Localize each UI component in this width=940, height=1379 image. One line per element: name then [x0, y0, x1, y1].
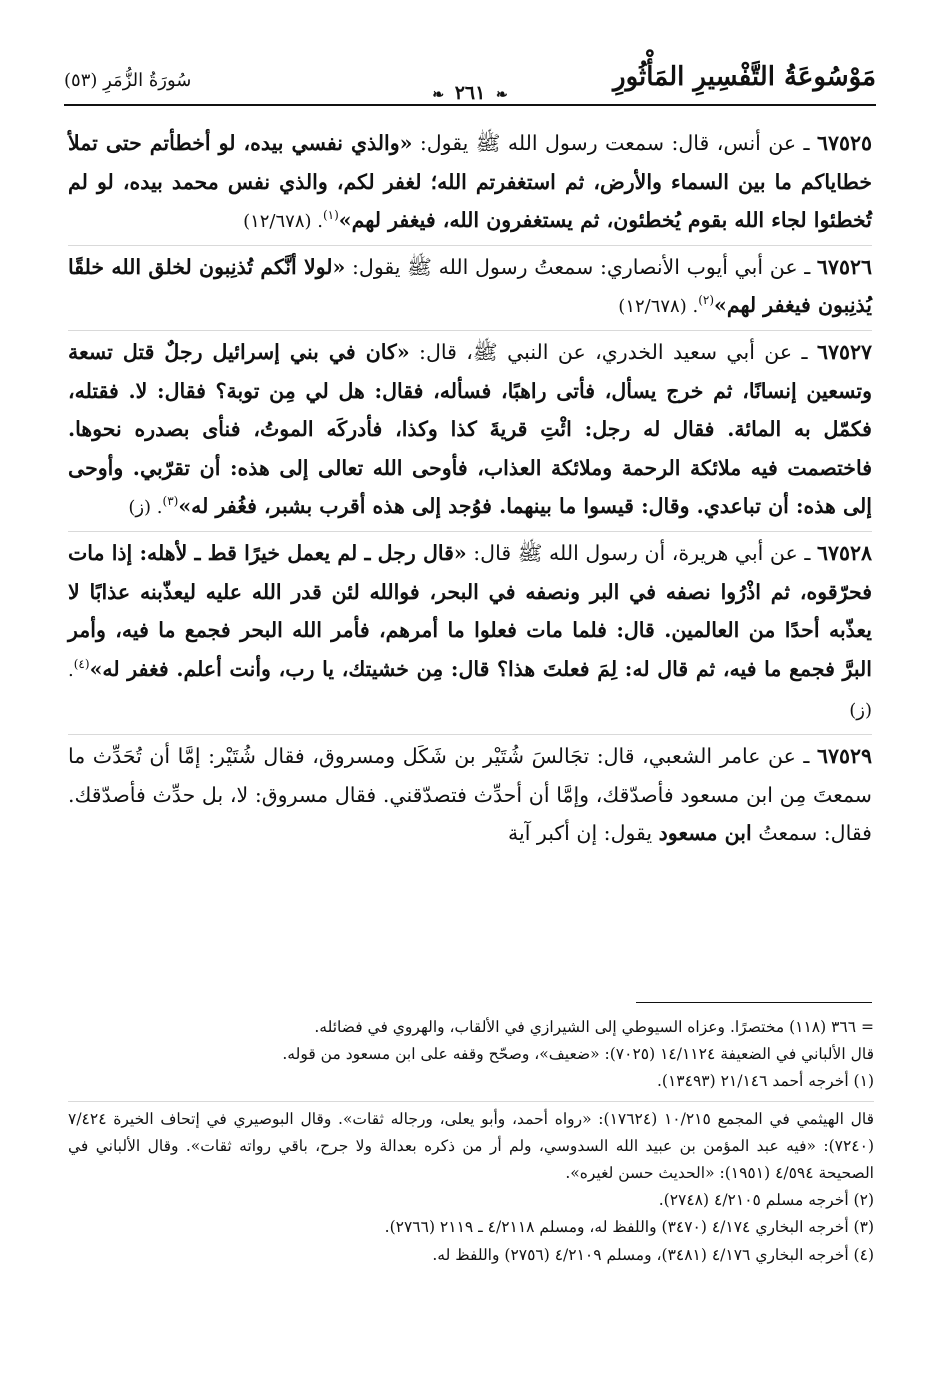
- book-title: مَوْسُوعَةُ التَّفْسِيرِ المَأْثُورِ: [613, 62, 876, 92]
- hadith-text: «كان في بني إسرائيل رجلٌ قتل تسعة وتسعين إنسانًا، ثم خرج يسأل، فأتى راهبًا، فسأله، فقال: هل لي مِن توبة؟ فقال: لا. فقتله، فكمّل به المائة. فقال له رجل: ائْتِ قريةَ كذا وكذا، فأدركَه الموتُ، فنأى بصدره نحوها. فاختصمت فيه ملائكة الرحمة وملائكة العذاب، فأوحى الله تعالى إلى هذه: أن تقرّبي. وأوحى إلى هذه: أن تباعدي. وقال: قيسوا ما بينهما. فوُجد إلى هذه أقرب بشبر، فغُفر له»: [68, 339, 872, 519]
- hadith-entry: [68, 531, 872, 731]
- volume-reference: . (١٢/٦٧٨): [618, 296, 699, 318]
- hadith-entry: [68, 245, 872, 327]
- footnote-line: (٢) أخرجه مسلم ٤/٢١٠٥ (٢٧٤٨).: [658, 1191, 874, 1210]
- running-header: [64, 60, 876, 106]
- hadith-entry: [68, 124, 872, 242]
- volume-reference: . (ز): [128, 497, 163, 519]
- hadith-text: «لولا أنَّكم تُذنِبون لخلق الله خلقًا يُذنِبون فيغفر لهم»: [68, 254, 872, 318]
- hadith-number: ٦٧٥٢٥: [816, 131, 872, 155]
- volume-reference: . (١٢/٦٧٨): [243, 211, 323, 233]
- footnote-mark[interactable]: (٤): [73, 656, 90, 671]
- hadith-number: ٦٧٥٢٩: [816, 743, 872, 768]
- hadith-intro: ـ عن عامر الشعبي، قال: تجَالسَ شُتَيْر بن شَكَل ومسروق، فقال شُتَيْر: إمَّا أن تُحَدِّث ما سمعتَ مِن ابن مسعود فأصدّقك، وإمَّا أن أحدِّث فتصدّقني. فقال مسروق: لا، بل حدِّث فأصدّقك. فقال: سمعتُ: [68, 743, 872, 846]
- footnote-divider: [636, 1002, 872, 1003]
- footnote-mark[interactable]: (٢): [698, 293, 715, 308]
- narrator-name: ابن مسعود: [658, 821, 752, 846]
- hadith-number: ٦٧٥٢٦: [816, 254, 872, 279]
- footnote-group: [68, 1014, 874, 1096]
- main-text: [68, 124, 872, 853]
- footnote-mark[interactable]: (٣): [162, 494, 179, 509]
- footnote-line: قال الهيثمي في المجمع ١٠/٢١٥ (١٧٦٢٤): «رواه أحمد، وأبو يعلى، ورجاله ثقات». وقال البوصيري في إتحاف الخيرة ٧/٤٢٤ (٧٢٤٠): «فيه عبد المؤمن بن عبيد الله السدوسي، ولم أر من ذكره بعدالة ولا جرح، باقي رواته ثقات». وقال الألباني في الصحيحة ٤/٥٩٤ (١٩٥١): «الحديث حسن لغيره».: [68, 1109, 874, 1183]
- hadith-number: ٦٧٥٢٧: [816, 339, 872, 364]
- page-number-block: [424, 82, 515, 104]
- footnote-line: = ٣٦٦ (١١٨) مختصرًا. وعزاه السيوطي إلى الشيرازي في الألقاب، والهروي في فضائله.: [314, 1018, 874, 1036]
- footnote-line: قال الألباني في الضعيفة ١٤/١١٢٤ (٧٠٢٥): «ضعيف»، وصحّح وقفه على ابن مسعود من قوله.: [282, 1045, 874, 1064]
- ornament-right-icon: ❧: [495, 87, 508, 103]
- hadith-text: «والذي نفسي بيده، لو أخطأتم حتى تملأ خطاياكم ما بين السماء والأرض، ثم استغفرتم الله؛ لغفر لكم، والذي نفس محمد بيده، لو لم تُخطئوا لجاء الله بقوم يُخطئون، ثم يستغفرون الله، فيغفر لهم»: [68, 131, 872, 233]
- hadith-entry: [68, 330, 872, 528]
- footnotes: [68, 1014, 874, 1269]
- hadith-intro: ـ عن أنس، قال: سمعت رسول الله ﷺ يقول:: [412, 131, 817, 155]
- footnote-mark[interactable]: (١): [322, 208, 339, 223]
- page-number: ٢٦١: [454, 82, 486, 104]
- hadith-intro: ـ عن أبي أيوب الأنصاري: سمعتُ رسول الله ﷺ يقول:: [345, 254, 817, 279]
- footnote-line: (١) أخرجه أحمد ٢١/١٤٦ (١٣٤٩٣).: [656, 1072, 874, 1091]
- hadith-intro: ـ عن أبي هريرة، أن رسول الله ﷺ قال:: [466, 540, 817, 565]
- surah-label: سُورَةُ الزُّمَرِ (٥٣): [64, 70, 192, 91]
- hadith-text: «قال رجل ـ لم يعمل خيرًا قط ـ لأهله: إذا مات فحرّقوه، ثم اذْرُوا نصفه في البر ونصفه في البحر، فوالله لئن قدر الله عليه ليعذّبنه عذابًا لا يعذّبه أحدًا من العالمين. قال: فلما مات فعلوا ما أمرهم، فأمر الله البحر فجمع ما فيه، وأمر البرَّ فجمع ما فيه، ثم قال له: لِمَ فعلتَ هذا؟ قال: مِن خشيتك، يا رب، وأنت أعلم. فغفر له»: [68, 540, 872, 681]
- hadith-number: ٦٧٥٢٨: [816, 540, 872, 565]
- hadith-intro: ـ عن أبي سعيد الخدري، عن النبي ﷺ، قال:: [409, 339, 817, 364]
- footnote-group: [68, 1101, 874, 1269]
- volume-reference: . (ز): [68, 659, 872, 722]
- footnote-line: (٤) أخرجه البخاري ٤/١٧٦ (٣٤٨١)، ومسلم ٤/٢١٠٩ (٢٧٥٦) واللفظ له.: [432, 1245, 874, 1264]
- hadith-entry: [68, 734, 872, 853]
- footnote-line: (٣) أخرجه البخاري ٤/١٧٤ (٣٤٧٠) واللفظ له، ومسلم ٤/٢١١٨ ـ ٢١١٩ (٢٧٦٦).: [384, 1218, 874, 1237]
- ornament-left-icon: ❧: [432, 87, 445, 103]
- hadith-tail: يقول: إن أكبر آية: [508, 821, 659, 846]
